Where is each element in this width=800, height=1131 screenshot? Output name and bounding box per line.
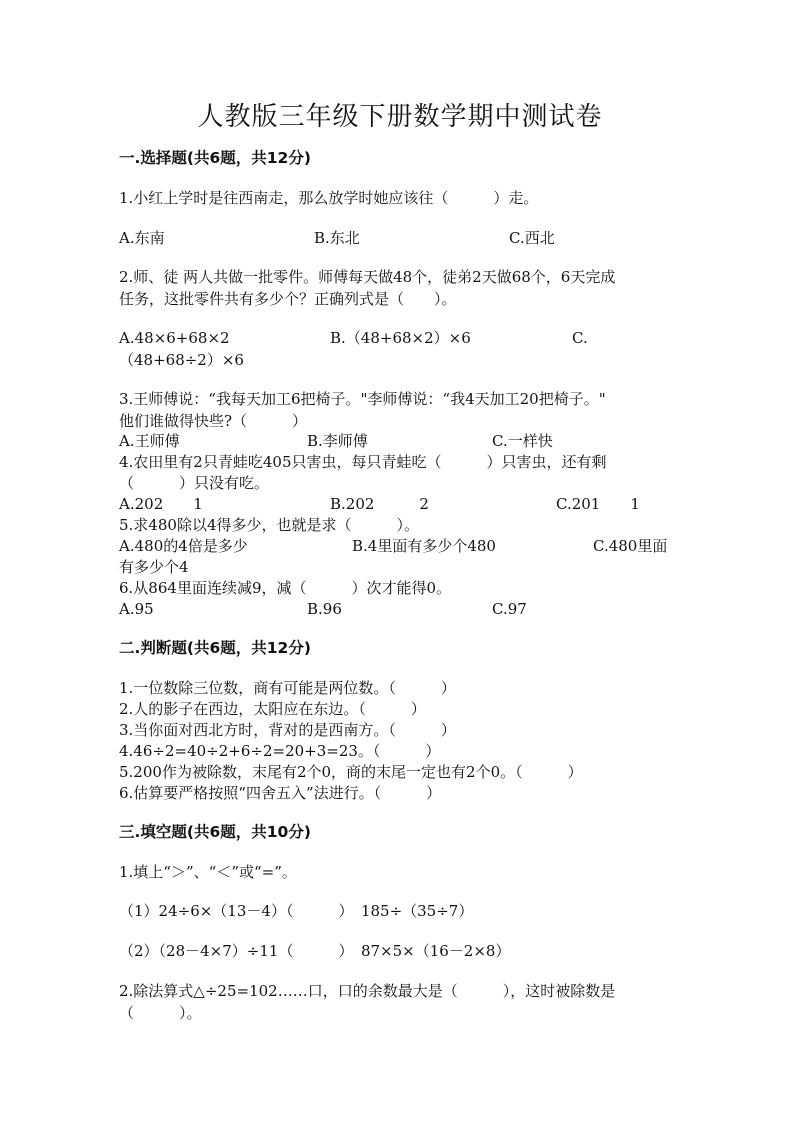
question-2-option-a: A.48×6+68×2 (119, 329, 230, 347)
question-4-option-b: B.202 2 (330, 495, 429, 513)
question-2-option-c: C. (572, 329, 588, 347)
fill-question-2-line1: 2.除法算式△÷25=102……口，口的余数最大是（ ），这时被除数是 (119, 982, 616, 1000)
question-1-stem: 1.小红上学时是往西南走，那么放学时她应该往（ ）走。 (119, 189, 539, 207)
judge-item-4: 4.46÷2=40÷2+6÷2=20+3=23。（ ） (119, 742, 441, 760)
fill-question-2-line2: （ ）。 (119, 1004, 202, 1022)
question-6-stem: 6.从864里面连续减9，减（ ）次才能得0。 (119, 579, 452, 597)
question-2-option-c-cont: （48+68÷2）×6 (119, 351, 244, 369)
judge-item-3: 3.当你面对西北方时，背对的是西南方。（ ） (119, 721, 456, 739)
question-5-option-c-cont: 有多少个4 (119, 558, 189, 576)
question-4-stem-line1: 4.农田里有2只青蛙吃405只害虫，每只青蛙吃（ ）只害虫，还有剩 (119, 453, 607, 471)
question-4-option-c: C.201 1 (556, 495, 640, 513)
question-5-stem: 5.求480除以4得多少，也就是求（ ）。 (119, 516, 419, 534)
question-1-option-b: B.东北 (314, 229, 360, 247)
question-3-stem-line1: 3.王师傅说：“我每天加工6把椅子。"李师傅说：“我4天加工20把椅子。" (119, 390, 606, 408)
question-6-option-a: A.95 (119, 600, 154, 618)
question-2-option-b: B.（48+68×2）×6 (330, 329, 471, 347)
judge-item-1: 1.一位数除三位数，商有可能是两位数。（ ） (119, 679, 456, 697)
question-4-option-a: A.202 1 (119, 495, 203, 513)
question-3-stem-line2: 他们谁做得快些?（ ） (119, 412, 308, 430)
question-5-option-b: B.4里面有多少个480 (352, 537, 496, 555)
page-title: 人教版三年级下册数学期中测试卷 (197, 102, 603, 132)
question-4-stem-line2: （ ）只没有吃。 (119, 474, 270, 492)
judge-item-6: 6.估算要严格按照“四舍五入”法进行。（ ） (119, 784, 442, 802)
question-5-option-c: C.480里面 (593, 537, 668, 555)
question-6-option-b: B.96 (307, 600, 342, 618)
fill-question-1-row-1: （1）24÷6×（13－4）（ ） 185÷（35÷7） (119, 902, 474, 920)
question-3-option-c: C.一样快 (492, 432, 553, 450)
question-6-option-c: C.97 (492, 600, 527, 618)
question-1-option-a: A.东南 (119, 229, 165, 247)
question-3-option-b: B.李师傅 (307, 432, 368, 450)
fill-question-1: 1.填上“＞”、“＜”或“=”。 (119, 863, 297, 881)
question-2-stem-line1: 2.师、徒 两人共做一批零件。师傅每天做48个，徒弟2天做68个，6天完成 (119, 268, 616, 286)
question-3-option-a: A.王师傅 (119, 432, 180, 450)
section-heading-fill: 三.填空题(共6题，共10分) (119, 823, 311, 841)
question-2-stem-line2: 任务，这批零件共有多少个？正确列式是（ ）。 (119, 290, 457, 308)
fill-question-1-row-2: （2）（28－4×7）÷11（ ） 87×5×（16－2×8） (119, 942, 511, 960)
section-heading-judge: 二.判断题(共6题，共12分) (119, 639, 311, 657)
section-heading-choice: 一.选择题(共6题，共12分) (119, 149, 311, 167)
judge-item-5: 5.200作为被除数，末尾有2个0，商的末尾一定也有2个0。（ ） (119, 763, 583, 781)
judge-item-2: 2.人的影子在西边，太阳应在东边。（ ） (119, 700, 426, 718)
question-5-option-a: A.480的4倍是多少 (119, 537, 248, 555)
question-1-option-c: C.西北 (509, 229, 555, 247)
